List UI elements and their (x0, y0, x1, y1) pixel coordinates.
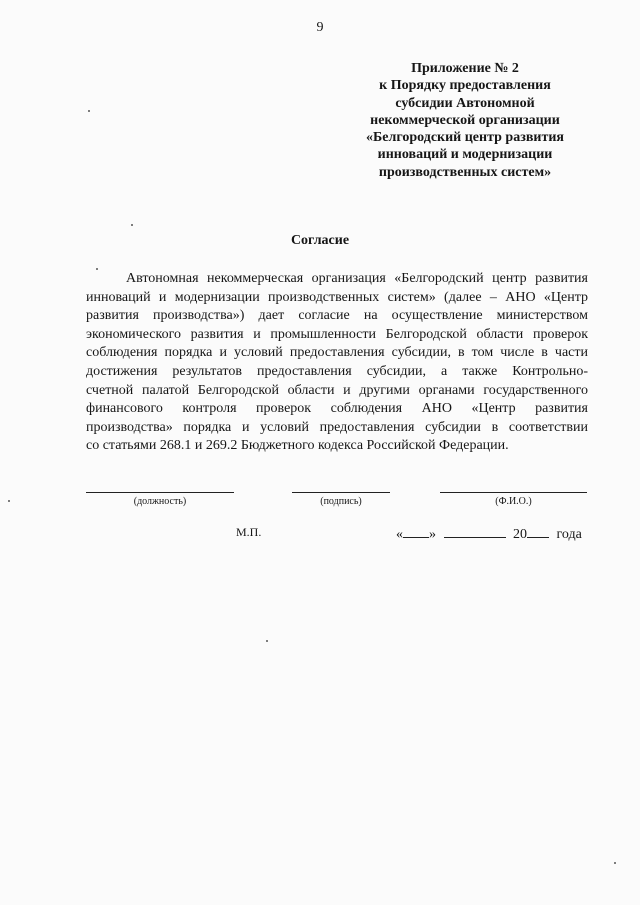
consent-paragraph (86, 270, 588, 456)
date-row (396, 525, 582, 543)
appendix-header (330, 60, 600, 181)
paragraph-line: развития производства») дает согласие на осуществление министерством (86, 308, 588, 324)
position-label: (должность) (133, 496, 187, 507)
paragraph-line: экономического развития и промышленности Белгородской области проверок (86, 326, 588, 342)
year-blank (527, 525, 549, 538)
appendix-line: некоммерческой организации (370, 112, 560, 128)
scan-speck (88, 110, 90, 112)
stamp-placeholder: М.П. (236, 525, 262, 539)
appendix-line: инноваций и модернизации (377, 147, 553, 163)
appendix-line: производственных систем» (378, 164, 552, 180)
signature-label: (подпись) (320, 496, 362, 507)
paragraph-line: соблюдения порядка и условий предоставления субсидии, в том числе в части (86, 345, 588, 361)
page-number: 9 (316, 20, 324, 35)
year-suffix: года (556, 527, 582, 542)
paragraph-line: финансового контроля проверок соблюдения АНО «Центр развития (86, 401, 588, 417)
date-close-quote: » (429, 527, 436, 542)
appendix-line: субсидии Автономной (395, 95, 535, 111)
appendix-line: «Белгородский центр развития (366, 130, 564, 146)
month-blank (444, 525, 506, 538)
appendix-line: Приложение № 2 (411, 61, 519, 76)
paragraph-line: со статьями 268.1 и 269.2 Бюджетного кодекса Российской Федерации. (86, 438, 509, 454)
day-blank (403, 525, 429, 538)
date-open-quote: « (396, 527, 403, 542)
scan-speck (8, 500, 10, 502)
year-prefix: 20 (513, 527, 527, 542)
scan-speck (614, 862, 616, 864)
paragraph-line: Автономная некоммерческая организация «Белгородский центр развития (126, 271, 588, 286)
paragraph-line: достижения результатов предоставления субсидии, а также Контрольно- (86, 363, 588, 379)
scan-speck (96, 268, 98, 270)
scan-speck (131, 224, 133, 226)
appendix-line: к Порядку предоставления (379, 78, 551, 94)
signature-line (292, 492, 390, 493)
paragraph-line: производства» порядка и условий предоставления субсидии в соответствии (86, 419, 588, 435)
document-title: Согласие (290, 233, 350, 248)
position-signature-line (86, 492, 234, 493)
scan-speck (266, 640, 268, 642)
paragraph-line: счетной палатой Белгородской области и другими органами государственного (86, 382, 588, 398)
full-name-label: (Ф.И.О.) (495, 496, 532, 507)
full-name-line (440, 492, 587, 493)
paragraph-line: инноваций и модернизации производственных систем» (далее – АНО «Центр (86, 289, 588, 305)
